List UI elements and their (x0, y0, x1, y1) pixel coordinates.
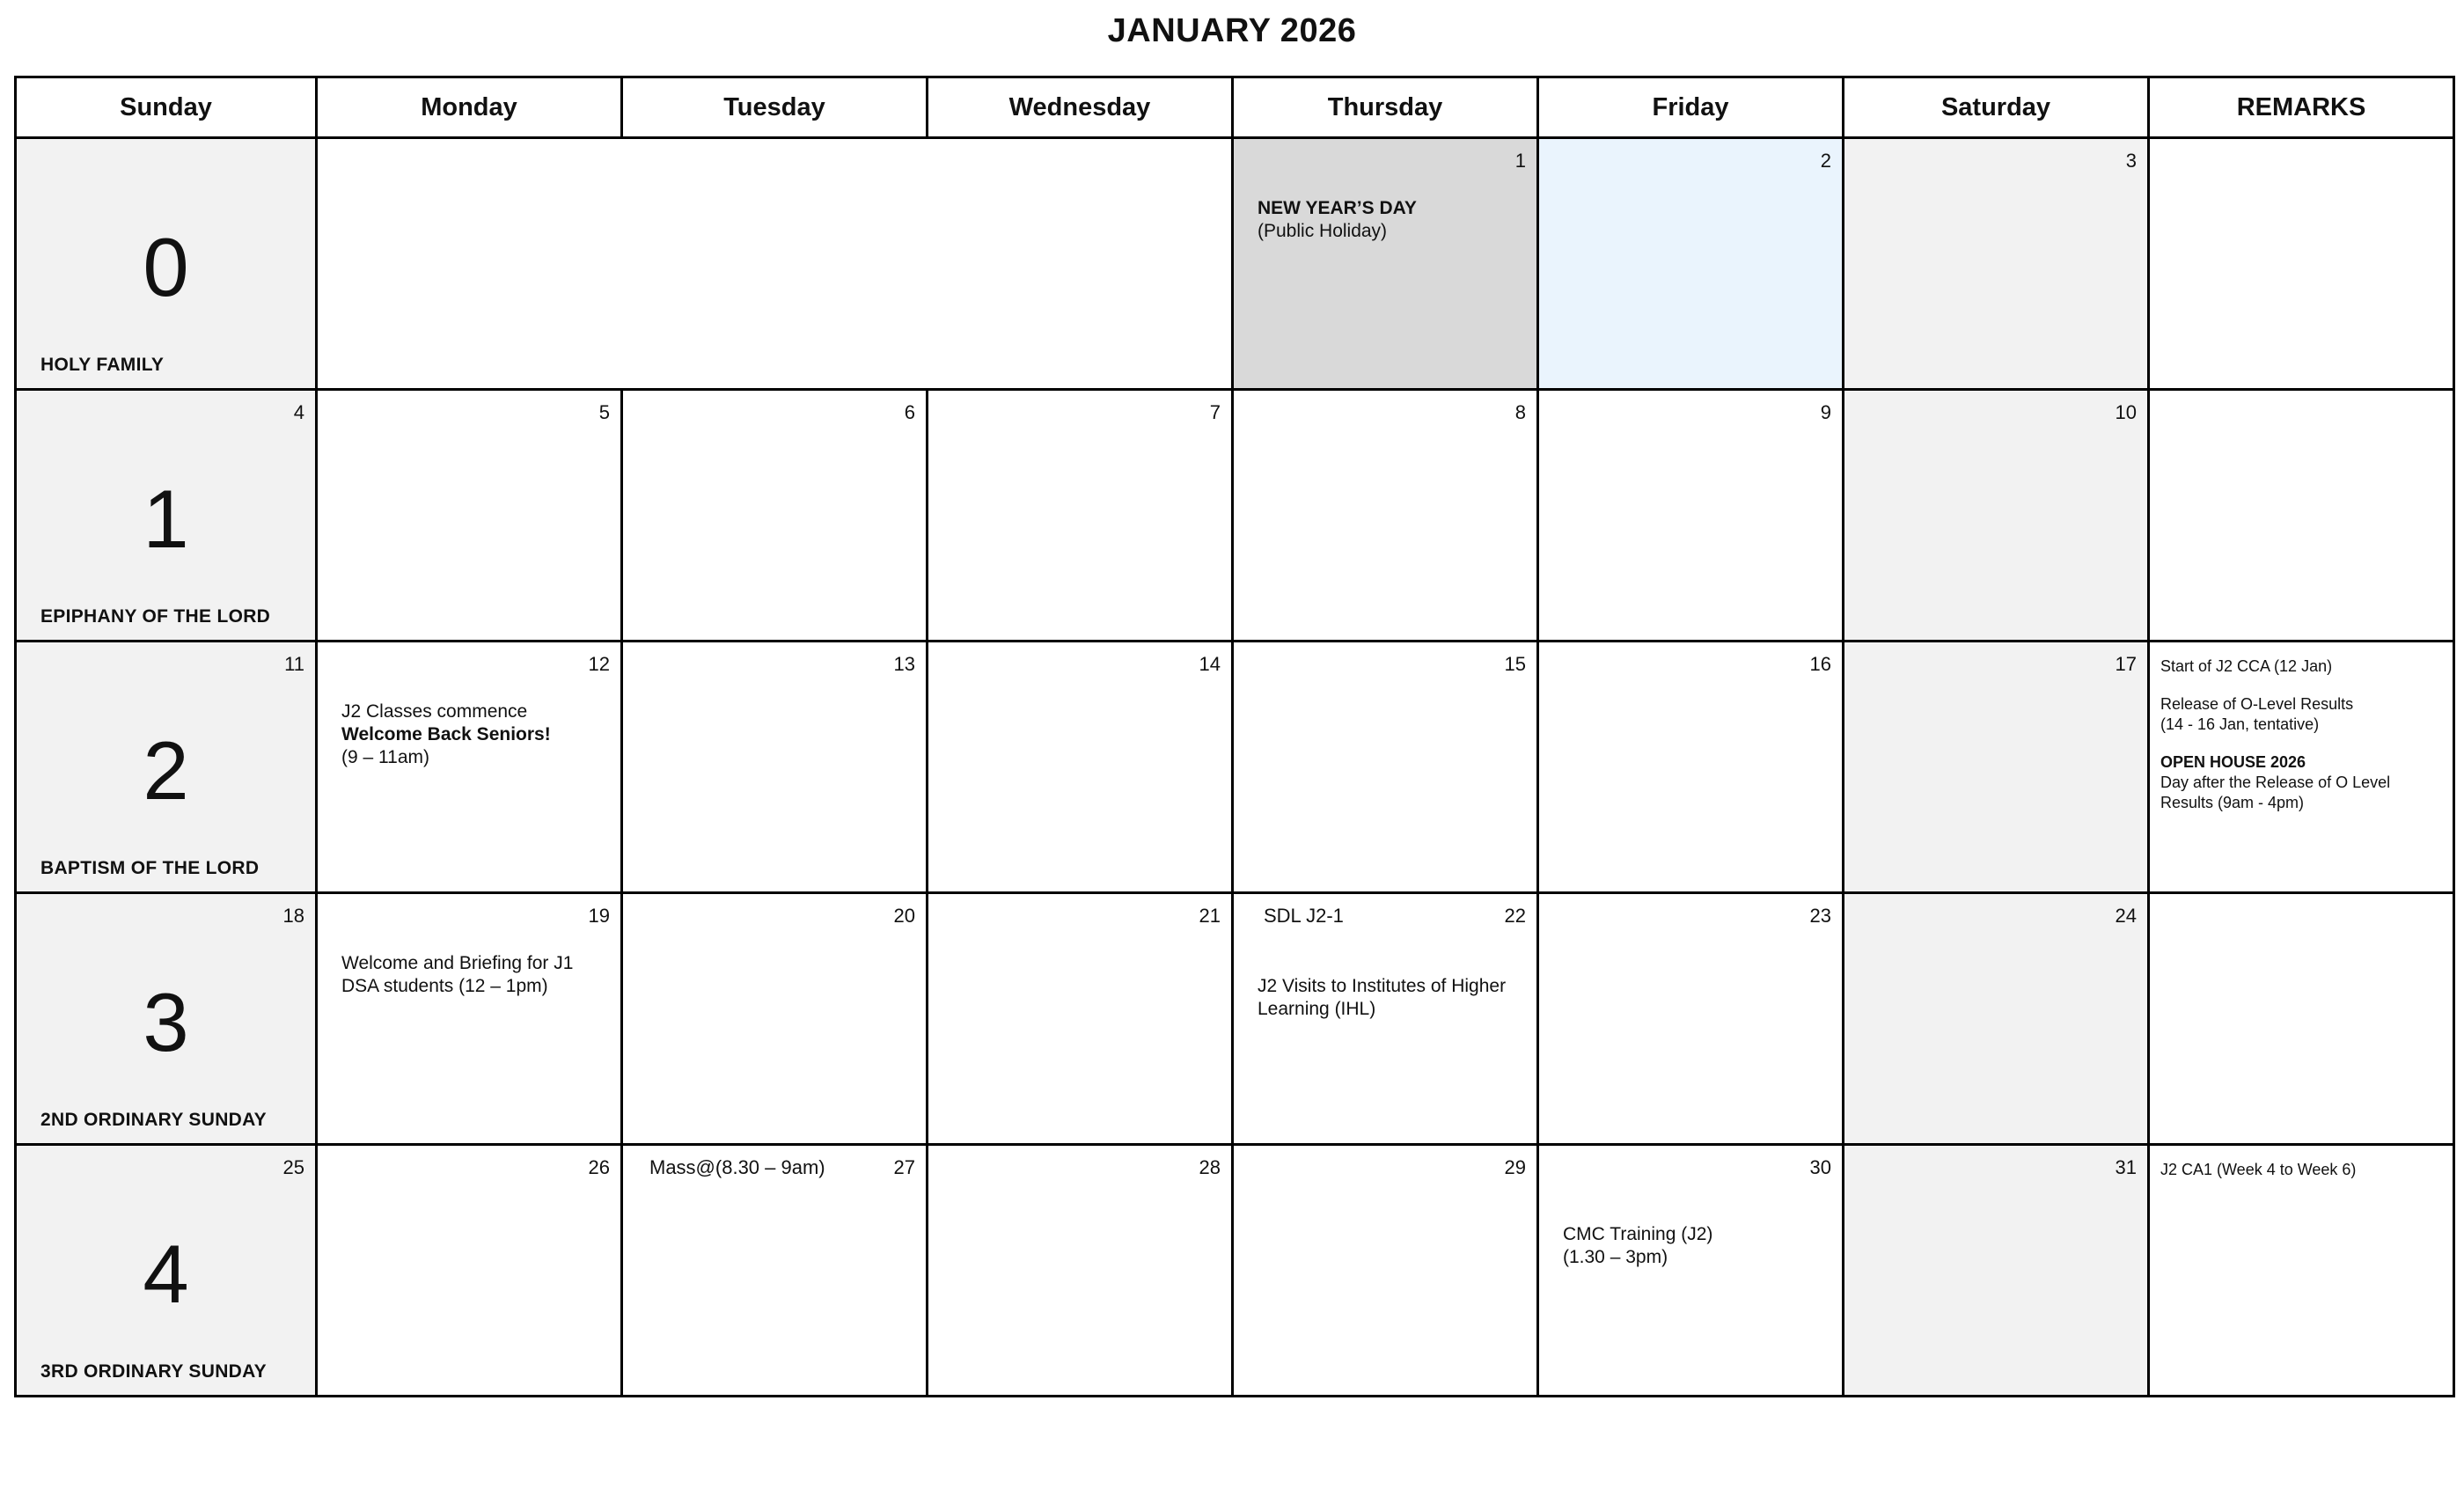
day-number: 1 (1514, 150, 1526, 172)
week-cell (16, 642, 317, 893)
day-number: 30 (1809, 1156, 1831, 1178)
event-line: (1.30 – 3pm) (1563, 1247, 1668, 1267)
day-cell-monday[interactable] (317, 1145, 622, 1397)
day-cell-saturday[interactable] (1844, 1145, 2149, 1397)
header-monday: Monday (317, 77, 622, 138)
day-cell-tuesday[interactable] (622, 1145, 928, 1397)
day-number: 21 (1199, 905, 1221, 927)
day-cell-monday[interactable] (317, 642, 622, 893)
day-cell-wednesday[interactable] (928, 893, 1233, 1145)
day-cell-thursday[interactable] (1233, 138, 1538, 390)
day-cell-thursday[interactable] (1233, 390, 1538, 642)
day-cell-tuesday[interactable] (622, 390, 928, 642)
day-number: 13 (893, 653, 915, 675)
day-cell-wednesday[interactable] (928, 1145, 1233, 1397)
day-number: 27 (893, 1156, 915, 1178)
day-number: 25 (282, 1156, 304, 1178)
day-cell-saturday[interactable] (1844, 893, 2149, 1145)
week-number: 1 (143, 473, 189, 565)
day-number: 12 (588, 653, 610, 675)
day-number: 11 (284, 653, 304, 675)
event-line: Welcome Back Seniors! (341, 724, 551, 744)
page-title: JANUARY 2026 (1107, 12, 1357, 49)
day-number: 29 (1504, 1156, 1526, 1178)
day-number: 23 (1809, 905, 1831, 927)
day-number: 10 (2115, 401, 2137, 423)
event-line: Welcome and Briefing for J1 DSA students (12 – 1pm) (341, 953, 574, 996)
remark-line: (14 - 16 Jan, tentative) (2160, 715, 2320, 733)
event-block (1258, 975, 1524, 1021)
day-number: 16 (1809, 653, 1831, 675)
day-number: 6 (904, 401, 915, 423)
remark-line: Release of O-Level Results (2160, 695, 2354, 713)
event-note: (Public Holiday) (1258, 221, 1388, 241)
day-cell-friday[interactable] (1538, 138, 1844, 390)
event-title: NEW YEAR’S DAY (1258, 198, 1417, 218)
header-wednesday: Wednesday (928, 77, 1233, 138)
event-line: J2 Classes commence (341, 701, 528, 722)
day-number: 24 (2115, 905, 2137, 927)
week-label: EPIPHANY OF THE LORD (40, 606, 271, 627)
remarks-cell (2149, 642, 2454, 893)
day-number: 4 (293, 401, 304, 423)
day-number: 8 (1514, 401, 1526, 423)
remarks-cell (2149, 1145, 2454, 1397)
header-saturday: Saturday (1844, 77, 2149, 138)
week-cell (16, 893, 317, 1145)
header-tuesday: Tuesday (622, 77, 928, 138)
week-number: 2 (143, 724, 189, 817)
day-number: 26 (588, 1156, 610, 1178)
day-number: 14 (1199, 653, 1221, 675)
day-cell-saturday[interactable] (1844, 390, 2149, 642)
event-block (341, 952, 608, 998)
day-cell-friday[interactable] (1538, 390, 1844, 642)
day-cell-thursday[interactable] (1233, 893, 1538, 1145)
week-row (16, 138, 2454, 390)
header-sunday: Sunday (16, 77, 317, 138)
calendar-grid (14, 76, 2455, 1397)
week-label: HOLY FAMILY (40, 355, 165, 375)
day-cell-thursday[interactable] (1233, 642, 1538, 893)
week-cell (16, 390, 317, 642)
day-number: 22 (1504, 905, 1526, 927)
day-cell-thursday[interactable] (1233, 1145, 1538, 1397)
week-row (16, 642, 2454, 893)
remark-item (2160, 752, 2444, 813)
remark-line: Day after the Release of O Level Results (9am - 4pm) (2160, 774, 2391, 811)
day-number: 18 (282, 905, 304, 927)
day-cell-tuesday[interactable] (622, 642, 928, 893)
day-number: 20 (893, 905, 915, 927)
day-cell-wednesday[interactable] (928, 642, 1233, 893)
week-number: 3 (143, 976, 189, 1068)
day-cell-wednesday[interactable] (928, 390, 1233, 642)
remarks-cell (2149, 138, 2454, 390)
remark-item (2160, 694, 2444, 735)
day-cell-tuesday[interactable] (622, 893, 928, 1145)
week-label: 2ND ORDINARY SUNDAY (40, 1110, 267, 1130)
day-number: 17 (2115, 653, 2137, 675)
day-cell-saturday[interactable] (1844, 138, 2149, 390)
remarks-block (2160, 1160, 2444, 1198)
day-cell-monday[interactable] (317, 390, 622, 642)
day-number: 19 (588, 905, 610, 927)
day-cell-saturday[interactable] (1844, 642, 2149, 893)
day-number: 3 (2125, 150, 2137, 172)
day-cell-monday[interactable] (317, 893, 622, 1145)
remark-heading: OPEN HOUSE 2026 (2160, 753, 2306, 771)
remark-item: J2 CA1 (Week 4 to Week 6) (2160, 1161, 2357, 1178)
header-remarks: REMARKS (2149, 77, 2454, 138)
event-line: (9 – 11am) (341, 747, 429, 767)
event-block (341, 700, 608, 769)
header-thursday: Thursday (1233, 77, 1538, 138)
empty-days-cell (317, 138, 1233, 390)
event-tag: SDL J2-1 (1264, 905, 1344, 927)
day-number: 31 (2115, 1156, 2137, 1178)
day-number: 9 (1820, 401, 1831, 423)
remark-item: Start of J2 CCA (12 Jan) (2160, 657, 2333, 675)
remarks-block (2160, 656, 2444, 831)
day-number: 5 (598, 401, 610, 423)
week-row (16, 893, 2454, 1145)
week-cell (16, 1145, 317, 1397)
day-number: 2 (1820, 150, 1831, 172)
remarks-cell (2149, 893, 2454, 1145)
day-number: 7 (1209, 401, 1221, 423)
day-cell-friday[interactable] (1538, 893, 1844, 1145)
week-label: BAPTISM OF THE LORD (40, 858, 260, 878)
header-friday: Friday (1538, 77, 1844, 138)
event-block (1563, 1223, 1830, 1269)
day-number: 28 (1199, 1156, 1221, 1178)
remarks-cell (2149, 390, 2454, 642)
day-cell-friday[interactable] (1538, 642, 1844, 893)
week-number: 0 (143, 221, 189, 313)
day-cell-friday[interactable] (1538, 1145, 1844, 1397)
event-line: J2 Visits to Institutes of Higher Learning (IHL) (1258, 976, 1507, 1019)
week-cell (16, 138, 317, 390)
week-row (16, 390, 2454, 642)
header-row (16, 77, 2454, 138)
event-tag: Mass@(8.30 – 9am) (649, 1156, 825, 1178)
event-block (1258, 197, 1524, 243)
event-line: CMC Training (J2) (1563, 1224, 1713, 1244)
day-number: 15 (1504, 653, 1526, 675)
week-row (16, 1145, 2454, 1397)
week-number: 4 (143, 1228, 189, 1320)
week-label: 3RD ORDINARY SUNDAY (40, 1361, 267, 1382)
